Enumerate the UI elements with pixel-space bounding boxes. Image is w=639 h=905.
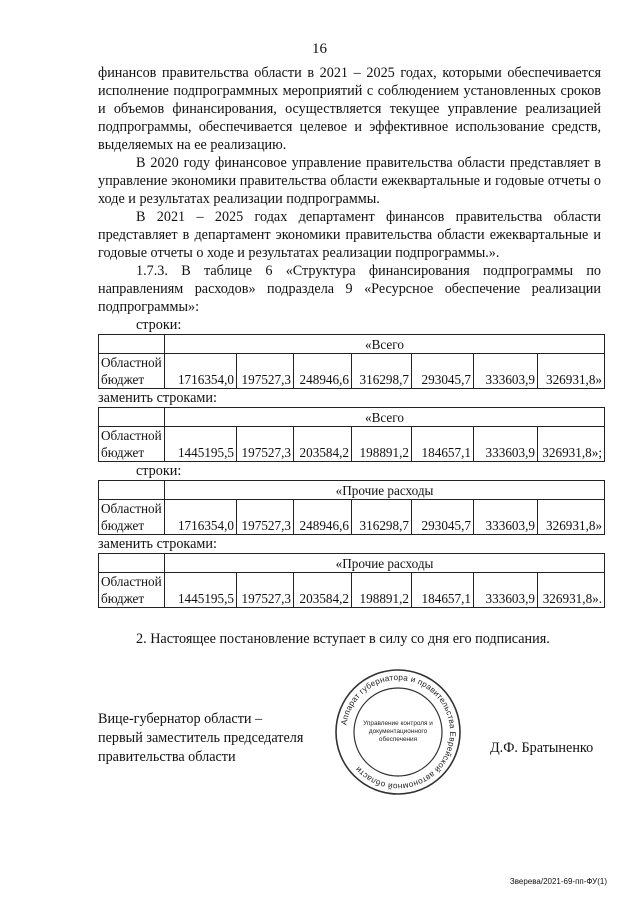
value-cell: 326931,8»;	[538, 427, 605, 462]
page-number: 16	[312, 41, 327, 57]
value-cell: 198891,2	[352, 573, 412, 608]
value-cell: 1716354,0	[165, 500, 237, 535]
official-stamp	[333, 667, 463, 797]
value-cell: 293045,7	[412, 354, 474, 389]
value-cell: 1716354,0	[165, 354, 237, 389]
stamp-outer-text: Аппарат губернатора и правительства Еврейской автономной области	[339, 672, 458, 792]
value-cell: 198891,2	[352, 427, 412, 462]
value-cell: 248946,6	[294, 354, 352, 389]
value-cell: 203584,2	[294, 427, 352, 462]
finance-table-old-other	[98, 480, 605, 535]
table-header: «Прочие расходы	[165, 554, 605, 573]
row-label-cell	[99, 427, 165, 462]
document-body	[98, 64, 601, 648]
value-cell: 326931,8»	[538, 500, 605, 535]
closing-clause: 2. Настоящее постановление вступает в силу со дня его подписания.	[136, 631, 550, 647]
value-cell: 203584,2	[294, 573, 352, 608]
paragraph-2021-2025-reporting: В 2021 – 2025 годах департамент финансов правительства области представляет в департамент экономики правительства области ежеквартальные и годовые отчеты о ходе и результатах реализации подпрограммы.».	[98, 209, 601, 261]
paragraph-2020-reporting: В 2020 году финансовое управление правительства области представляет в управление экономики правительства области ежеквартальные и годовые отчеты о ходе и результатах реализации подпрограммы.	[98, 155, 601, 207]
row-label-line2: бюджет	[101, 591, 145, 606]
value-cell: 333603,9	[474, 573, 538, 608]
document-footer-code: Зверева/2021-69-пп-ФУ(1)	[509, 877, 607, 886]
row-label-cell	[99, 354, 165, 389]
paragraph-table-6-amendment: 1.7.3. В таблице 6 «Структура финансирования подпрограммы по направлениям расходов» подраздела 9 «Ресурсное обеспечение реализации подпрограммы»:	[98, 263, 601, 315]
value-cell: 197527,3	[237, 354, 294, 389]
value-cell: 316298,7	[352, 500, 412, 535]
value-cell: 333603,9	[474, 354, 538, 389]
signatory-title-line1: Вице-губернатор области –	[98, 711, 263, 727]
row-label-line1: Областной	[101, 428, 162, 443]
value-cell: 316298,7	[352, 354, 412, 389]
signatory-title-line3: правительства области	[98, 749, 236, 765]
value-cell: 326931,8».	[538, 573, 605, 608]
paragraph-continuation: финансов правительства области в 2021 – 2025 годах, которыми обеспечивается исполнение подпрограммных мероприятий с соблюдением установленных сроков и объемов финансирования, осуществляется текущее управление реализацией подпрограммы, обеспечивается целевое и эффективное использование средств, выделяемых на ее реализацию.	[98, 65, 601, 153]
row-label-line2: бюджет	[101, 445, 145, 460]
value-cell: 197527,3	[237, 573, 294, 608]
value-cell: 197527,3	[237, 427, 294, 462]
table-header: «Всего	[165, 335, 605, 354]
stamp-inner-line3: обеспечения	[378, 736, 418, 743]
signatory-title	[98, 710, 328, 767]
value-cell: 248946,6	[294, 500, 352, 535]
replace-rows-label: заменить строками:	[98, 390, 217, 406]
replace-rows-label: заменить строками:	[98, 536, 217, 552]
finance-table-new-other	[98, 553, 605, 608]
row-label-line1: Областной	[101, 501, 162, 516]
row-label-line1: Областной	[101, 574, 162, 589]
row-label-cell	[99, 500, 165, 535]
value-cell: 184657,1	[412, 427, 474, 462]
value-cell: 333603,9	[474, 500, 538, 535]
value-cell: 184657,1	[412, 573, 474, 608]
value-cell: 1445195,5	[165, 573, 237, 608]
rows-intro-label: строки:	[136, 463, 182, 479]
row-label-cell	[99, 573, 165, 608]
finance-table-old-total	[98, 334, 605, 389]
stamp-inner-line1: Управление контроля и	[363, 720, 433, 727]
rows-intro-label: строки:	[136, 317, 182, 333]
stamp-inner-line2: документационного	[368, 728, 428, 735]
signatory-title-line2: первый заместитель председателя	[98, 730, 304, 746]
row-label-line2: бюджет	[101, 518, 145, 533]
value-cell: 1445195,5	[165, 427, 237, 462]
finance-table-new-total	[98, 407, 605, 462]
value-cell: 326931,8»	[538, 354, 605, 389]
row-label-line2: бюджет	[101, 372, 145, 387]
value-cell: 197527,3	[237, 500, 294, 535]
value-cell: 293045,7	[412, 500, 474, 535]
table-header: «Всего	[165, 408, 605, 427]
table-header: «Прочие расходы	[165, 481, 605, 500]
row-label-line1: Областной	[101, 355, 162, 370]
value-cell: 333603,9	[474, 427, 538, 462]
signatory-name: Д.Ф. Братыненко	[490, 740, 594, 756]
